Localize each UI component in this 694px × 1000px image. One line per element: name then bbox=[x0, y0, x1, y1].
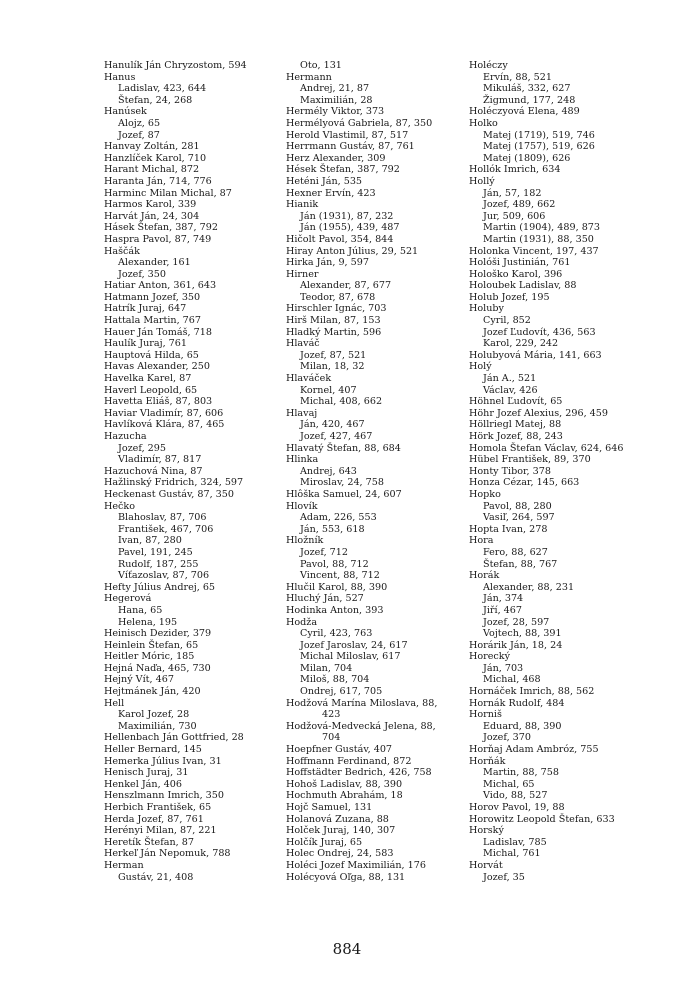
index-entry: Hlinka bbox=[286, 454, 319, 466]
index-entry: Hopta Ivan, 278 bbox=[469, 523, 548, 535]
index-subentry: Teodor, 87, 678 bbox=[300, 291, 376, 303]
index-entry: Holonka Vincent, 197, 437 bbox=[469, 245, 599, 257]
index-subentry: Ondrej, 617, 705 bbox=[300, 686, 383, 698]
index-entry: Harminc Milan Michal, 87 bbox=[104, 187, 232, 199]
index-entry: Heller Bernard, 145 bbox=[104, 744, 202, 756]
index-entry: Haulík Juraj, 761 bbox=[104, 338, 187, 350]
index-entry: Hanulík Ján Chryzostom, 594 bbox=[104, 60, 247, 71]
index-entry: Holanová Zuzana, 88 bbox=[286, 813, 389, 825]
index-entry: Hanúsek bbox=[104, 106, 147, 118]
index-entry: Hexner Ervín, 423 bbox=[286, 187, 376, 199]
index-subentry: Gustáv, 21, 408 bbox=[118, 871, 194, 883]
index-entry: Honty Tibor, 378 bbox=[469, 465, 551, 477]
index-entry: Hohoš Ladislav, 88, 390 bbox=[286, 778, 403, 790]
index-entry: Hauptová Hilda, 65 bbox=[104, 349, 199, 361]
index-entry: Horov Pavol, 19, 88 bbox=[469, 802, 565, 813]
index-subentry: Ivan, 87, 280 bbox=[118, 535, 182, 547]
index-entry: Horniš bbox=[469, 709, 502, 721]
index-entry: Hoffstädter Bedrich, 426, 758 bbox=[286, 767, 432, 779]
index-subentry: Martin (1931), 88, 350 bbox=[483, 233, 594, 245]
index-subentry: Pavol, 88, 712 bbox=[300, 558, 369, 570]
index-entry: Havetta Eliáš, 87, 803 bbox=[104, 396, 213, 408]
index-subentry: Michal Miloslav, 617 bbox=[300, 651, 401, 663]
index-entry: Hatmann Jozef, 350 bbox=[104, 291, 201, 303]
index-subentry: Maximilián, 28 bbox=[300, 94, 373, 106]
index-entry: Holéci Jozef Maximilián, 176 bbox=[286, 859, 426, 871]
index-entry: Hatiar Anton, 361, 643 bbox=[104, 280, 217, 292]
index-entry: Harmos Karol, 339 bbox=[104, 199, 197, 211]
index-subentry: Jozef, 87 bbox=[118, 129, 160, 141]
index-subentry: Ján, 374 bbox=[483, 593, 524, 605]
index-entry: Heténi Ján, 535 bbox=[286, 175, 363, 187]
index-entry: Herbich František, 65 bbox=[104, 802, 212, 813]
index-subentry: Matej (1719), 519, 746 bbox=[483, 129, 595, 141]
index-entry: Hirner bbox=[286, 268, 319, 280]
index-entry: Holuby bbox=[469, 303, 504, 315]
index-subentry: František, 467, 706 bbox=[118, 523, 214, 535]
index-subentry: Fero, 88, 627 bbox=[483, 546, 548, 558]
index-entry: Havelka Karel, 87 bbox=[104, 373, 192, 385]
index-subentry: Cyril, 852 bbox=[483, 315, 531, 327]
index-entry: Herold Vlastimil, 87, 517 bbox=[286, 129, 409, 141]
index-entry: Hejný Vít, 467 bbox=[104, 674, 174, 686]
index-subentry: Hana, 65 bbox=[118, 604, 163, 616]
index-subentry: Michal, 65 bbox=[483, 778, 535, 790]
index-subentry: Ján, 420, 467 bbox=[300, 419, 365, 431]
index-entry: Holóši Justinián, 761 bbox=[469, 257, 571, 269]
index-subentry: Michal, 761 bbox=[483, 848, 541, 860]
index-subentry: Vojtech, 88, 391 bbox=[483, 628, 562, 640]
index-subentry: Ladislav, 423, 644 bbox=[118, 83, 207, 95]
index-entry: Höhnel Ľudovít, 65 bbox=[469, 396, 563, 408]
index-entry: Horárik Ján, 18, 24 bbox=[469, 639, 563, 651]
index-entry: Hlaváč bbox=[286, 338, 320, 350]
index-entry: Holec Ondrej, 24, 583 bbox=[286, 848, 394, 860]
index-entry: Heckenast Gustáv, 87, 350 bbox=[104, 488, 234, 500]
index-subentry: Matej (1809), 626 bbox=[483, 152, 571, 164]
index-entry: Hodžová Marína Miloslava, 88, bbox=[286, 697, 438, 709]
index-subentry: Michal, 468 bbox=[483, 674, 541, 686]
index-entry: Horák bbox=[469, 570, 500, 582]
index-entry: Hornáček Imrich, 88, 562 bbox=[469, 686, 595, 698]
index-subentry: Štefan, 88, 767 bbox=[483, 558, 558, 570]
index-entry: Henkel Ján, 406 bbox=[104, 778, 182, 790]
index-entry: Hlôška Samuel, 24, 607 bbox=[286, 488, 402, 500]
index-entry: Horowitz Leopold Štefan, 633 bbox=[469, 813, 615, 825]
index-entry: Hluchý Ján, 527 bbox=[286, 593, 364, 605]
index-subentry: Jur, 509, 606 bbox=[483, 210, 546, 222]
index-entry: Holček Juraj, 140, 307 bbox=[286, 825, 396, 837]
index-subentry: Pavel, 191, 245 bbox=[118, 546, 193, 558]
index-entry: Hollók Imrich, 634 bbox=[469, 164, 561, 176]
index-entry: Hatrík Juraj, 647 bbox=[104, 303, 187, 315]
index-entry: Holéczyová Elena, 489 bbox=[469, 106, 580, 118]
index-entry: Hörk Jozef, 88, 243 bbox=[469, 431, 563, 442]
index-subentry: Jozef, 489, 662 bbox=[483, 199, 556, 211]
index-entry: Heitler Móric, 185 bbox=[104, 651, 195, 663]
index-subentry: Vido, 88, 527 bbox=[483, 790, 548, 802]
index-entry: Heinlein Štefan, 65 bbox=[104, 639, 199, 651]
index-entry: Hochmuth Abrahám, 18 bbox=[286, 790, 403, 802]
index-subentry: Oto, 131 bbox=[300, 60, 342, 71]
index-entry: Hanus bbox=[104, 71, 136, 83]
page-number: 884 bbox=[332, 940, 362, 958]
index-subentry: Alojz, 65 bbox=[118, 117, 161, 129]
index-entry: Hermélyová Gabriela, 87, 350 bbox=[286, 117, 433, 129]
index-subentry: Jozef, 712 bbox=[300, 546, 348, 558]
index-subentry: Blahoslav, 87, 706 bbox=[118, 512, 207, 524]
index-subentry: Andrej, 643 bbox=[300, 465, 357, 477]
index-subentry: Cyril, 423, 763 bbox=[300, 628, 373, 640]
index-entry: Hauer Ján Tomáš, 718 bbox=[104, 326, 212, 338]
index-entry-continuation: 704 bbox=[322, 732, 341, 744]
index-subentry: Andrej, 21, 87 bbox=[300, 83, 370, 95]
index-subentry: Kornel, 407 bbox=[300, 384, 357, 396]
index-subentry: Eduard, 88, 390 bbox=[483, 720, 562, 732]
index-entry: Havlíková Klára, 87, 465 bbox=[104, 419, 225, 431]
index-entry: Horňák bbox=[469, 755, 506, 767]
index-entry: Hlavatý Štefan, 88, 684 bbox=[286, 442, 401, 454]
index-subentry: Karol, 229, 242 bbox=[483, 338, 559, 350]
index-subentry: Milan, 18, 32 bbox=[300, 361, 365, 373]
index-entry: Henisch Juraj, 31 bbox=[104, 767, 189, 779]
index-subentry: Vincent, 88, 712 bbox=[300, 570, 380, 582]
index-entry: Horvát bbox=[469, 859, 503, 871]
index-subentry: Jiří, 467 bbox=[483, 604, 522, 616]
index-subentry: Vladimír, 87, 817 bbox=[118, 454, 202, 466]
index-subentry: Milan, 704 bbox=[300, 662, 353, 674]
index-entry: Hičolt Pavol, 354, 844 bbox=[286, 233, 394, 245]
index-entry: Horský bbox=[469, 825, 504, 837]
index-entry: Haščák bbox=[104, 245, 140, 257]
index-entry: Hojč Samuel, 131 bbox=[286, 802, 373, 813]
index-entry: Hirschler Ignác, 703 bbox=[286, 303, 387, 315]
index-subentry: Miloš, 88, 704 bbox=[300, 674, 370, 686]
index-subentry: Jozef, 87, 521 bbox=[300, 349, 367, 361]
index-entry: Hübel František, 89, 370 bbox=[469, 454, 591, 466]
index-entry: Hodžová-Medvecká Jelena, 88, bbox=[286, 720, 436, 732]
index-entry: Hladký Martin, 596 bbox=[286, 326, 382, 338]
index-entry-continuation: 423 bbox=[322, 709, 341, 721]
index-entry: Honza Cézar, 145, 663 bbox=[469, 477, 580, 489]
index-entry: Hermély Viktor, 373 bbox=[286, 106, 385, 118]
index-entry: Holko bbox=[469, 117, 498, 129]
index-entry: Holý bbox=[469, 361, 492, 373]
index-entry: Hoffmann Ferdinand, 872 bbox=[286, 755, 412, 767]
index-entry: Hološko Karol, 396 bbox=[469, 268, 563, 280]
index-entry: Hemerka Július Ivan, 31 bbox=[104, 755, 222, 767]
index-entry: Hejtmánek Ján, 420 bbox=[104, 686, 201, 698]
index-subentry: Jozef Jaroslav, 24, 617 bbox=[300, 639, 408, 651]
index-entry: Hodža bbox=[286, 616, 318, 628]
index-subentry: Ján (1931), 87, 232 bbox=[300, 210, 394, 222]
index-entry: Hattala Martin, 767 bbox=[104, 315, 201, 327]
index-entry: Hodinka Anton, 393 bbox=[286, 604, 384, 616]
index-entry: Hlučil Karol, 88, 390 bbox=[286, 581, 388, 593]
index-entry: Hefty Július Andrej, 65 bbox=[104, 581, 216, 593]
index-entry: Hellenbach Ján Gottfried, 28 bbox=[104, 732, 244, 744]
index-entry: Horecký bbox=[469, 651, 511, 663]
index-subentry: Alexander, 87, 677 bbox=[300, 280, 392, 292]
index-entry: Heretík Štefan, 87 bbox=[104, 836, 194, 848]
index-subentry: Karol Jozef, 28 bbox=[118, 709, 190, 721]
index-entry: Hečko bbox=[104, 500, 136, 512]
index-entry: Haspra Pavol, 87, 749 bbox=[104, 233, 212, 245]
index-entry: Hásek Štefan, 387, 792 bbox=[104, 222, 218, 234]
index-subentry: Helena, 195 bbox=[118, 616, 178, 628]
index-entry: Hlaváček bbox=[286, 373, 332, 385]
index-subentry: Ján, 57, 182 bbox=[483, 187, 542, 199]
index-subentry: Maximilián, 730 bbox=[118, 720, 197, 732]
index-entry: Hegerová bbox=[104, 593, 152, 605]
index-subentry: Václav, 426 bbox=[483, 384, 538, 396]
index-entry: Hiray Anton Július, 29, 521 bbox=[286, 245, 419, 257]
index-entry: Hazucha bbox=[104, 431, 147, 442]
index-column-2 bbox=[286, 60, 437, 883]
index-subentry: Ján (1955), 439, 487 bbox=[300, 222, 400, 234]
index-column-1 bbox=[104, 60, 247, 883]
index-entry: Höhr Jozef Alexius, 296, 459 bbox=[469, 407, 608, 419]
index-subentry: Ervín, 88, 521 bbox=[483, 71, 552, 83]
index-subentry: Rudolf, 187, 255 bbox=[118, 558, 199, 570]
index-entry: Holčík Juraj, 65 bbox=[286, 836, 363, 848]
index-subentry: Pavol, 88, 280 bbox=[483, 500, 552, 512]
index-subentry: Jozef, 295 bbox=[118, 442, 166, 454]
index-entry: Hermann bbox=[286, 71, 332, 83]
index-entry: Hejná Naďa, 465, 730 bbox=[104, 662, 211, 674]
index-entry: Holécyová Oľga, 88, 131 bbox=[286, 871, 406, 883]
index-entry: Hirš Milan, 87, 153 bbox=[286, 315, 381, 327]
index-entry: Hložník bbox=[286, 535, 324, 547]
index-subentry: Jozef Ľudovít, 436, 563 bbox=[483, 326, 596, 338]
index-entry: Henszlmann Imrich, 350 bbox=[104, 790, 224, 802]
index-entry: Herrmann Gustáv, 87, 761 bbox=[286, 141, 415, 153]
index-entry: Holubyová Mária, 141, 663 bbox=[469, 349, 602, 361]
index-entry: Heinisch Dezider, 379 bbox=[104, 628, 212, 640]
index-subentry: Vasiľ, 264, 597 bbox=[483, 512, 555, 524]
index-entry: Herényi Milan, 87, 221 bbox=[104, 825, 217, 837]
index-subentry: Mikuláš, 332, 627 bbox=[483, 83, 571, 95]
index-entry: Haverl Leopold, 65 bbox=[104, 384, 198, 396]
index-entry: Hazuchová Nina, 87 bbox=[104, 465, 203, 477]
index-entry: Hell bbox=[104, 697, 125, 709]
index-subentry: Jozef, 370 bbox=[483, 732, 531, 744]
index-entry: Harant Michal, 872 bbox=[104, 164, 200, 176]
index-subentry: Miroslav, 24, 758 bbox=[300, 477, 384, 489]
index-entry: Hianik bbox=[286, 199, 319, 211]
index-entry: Haranta Ján, 714, 776 bbox=[104, 175, 212, 187]
index-entry: Hornák Rudolf, 484 bbox=[469, 697, 565, 709]
index-entry: Herda Jozef, 87, 761 bbox=[104, 813, 204, 825]
index-subentry: Alexander, 161 bbox=[118, 257, 191, 269]
index-subentry: Víťazoslav, 87, 706 bbox=[118, 570, 210, 582]
index-entry: Hoepfner Gustáv, 407 bbox=[286, 744, 393, 756]
index-subentry: Adam, 226, 553 bbox=[300, 512, 377, 524]
index-entry: Höllriegl Matej, 88 bbox=[469, 419, 562, 431]
index-entry: Hopko bbox=[469, 488, 501, 500]
index-subentry: Martin, 88, 758 bbox=[483, 767, 559, 779]
index-entry: Holub Jozef, 195 bbox=[469, 291, 550, 303]
index-entry: Harvát Ján, 24, 304 bbox=[104, 210, 200, 222]
index-entry: Hanzlíček Karol, 710 bbox=[104, 152, 207, 164]
index-entry: Herkeľ Ján Nepomuk, 788 bbox=[104, 848, 231, 860]
index-entry: Holéczy bbox=[469, 60, 508, 71]
index-subentry: Jozef, 28, 597 bbox=[483, 616, 550, 628]
index-subentry: Matej (1757), 519, 626 bbox=[483, 141, 595, 153]
index-entry: Hanvay Zoltán, 281 bbox=[104, 141, 200, 153]
index-entry: Homola Štefan Václav, 624, 646 bbox=[469, 442, 624, 454]
index-subentry: Ján, 703 bbox=[483, 662, 524, 674]
index-entry: Holoubek Ladislav, 88 bbox=[469, 280, 577, 292]
index-subentry: Michal, 408, 662 bbox=[300, 396, 383, 408]
index-subentry: Martin (1904), 489, 873 bbox=[483, 222, 601, 234]
index-subentry: Žigmund, 177, 248 bbox=[483, 94, 576, 106]
index-entry: Hlovík bbox=[286, 500, 318, 512]
index-entry: Haviar Vladimír, 87, 606 bbox=[104, 407, 224, 419]
index-entry: Hések Štefan, 387, 792 bbox=[286, 164, 400, 176]
index-entry: Hirka Ján, 9, 597 bbox=[286, 257, 369, 269]
index-entry: Hlavaj bbox=[286, 407, 318, 419]
index-subentry: Jozef, 350 bbox=[118, 268, 166, 280]
index-subentry: Jozef, 35 bbox=[483, 871, 525, 883]
index-subentry: Alexander, 88, 231 bbox=[483, 581, 575, 593]
index-subentry: Štefan, 24, 268 bbox=[118, 94, 193, 106]
index-entry: Hora bbox=[469, 535, 494, 547]
index-entry: Herz Alexander, 309 bbox=[286, 152, 386, 164]
index-column-3 bbox=[469, 60, 624, 883]
index-subentry: Ján, 553, 618 bbox=[300, 523, 365, 535]
index-entry: Havas Alexander, 250 bbox=[104, 361, 210, 373]
index-subentry: Jozef, 427, 467 bbox=[300, 431, 373, 442]
index-entry: Hažlinský Fridrich, 324, 597 bbox=[104, 477, 244, 489]
index-entry: Herman bbox=[104, 859, 144, 871]
index-entry: Hollý bbox=[469, 175, 495, 187]
index-subentry: Ladislav, 785 bbox=[483, 836, 547, 848]
index-entry: Horňaj Adam Ambróz, 755 bbox=[469, 744, 599, 756]
index-subentry: Ján A., 521 bbox=[483, 373, 537, 385]
